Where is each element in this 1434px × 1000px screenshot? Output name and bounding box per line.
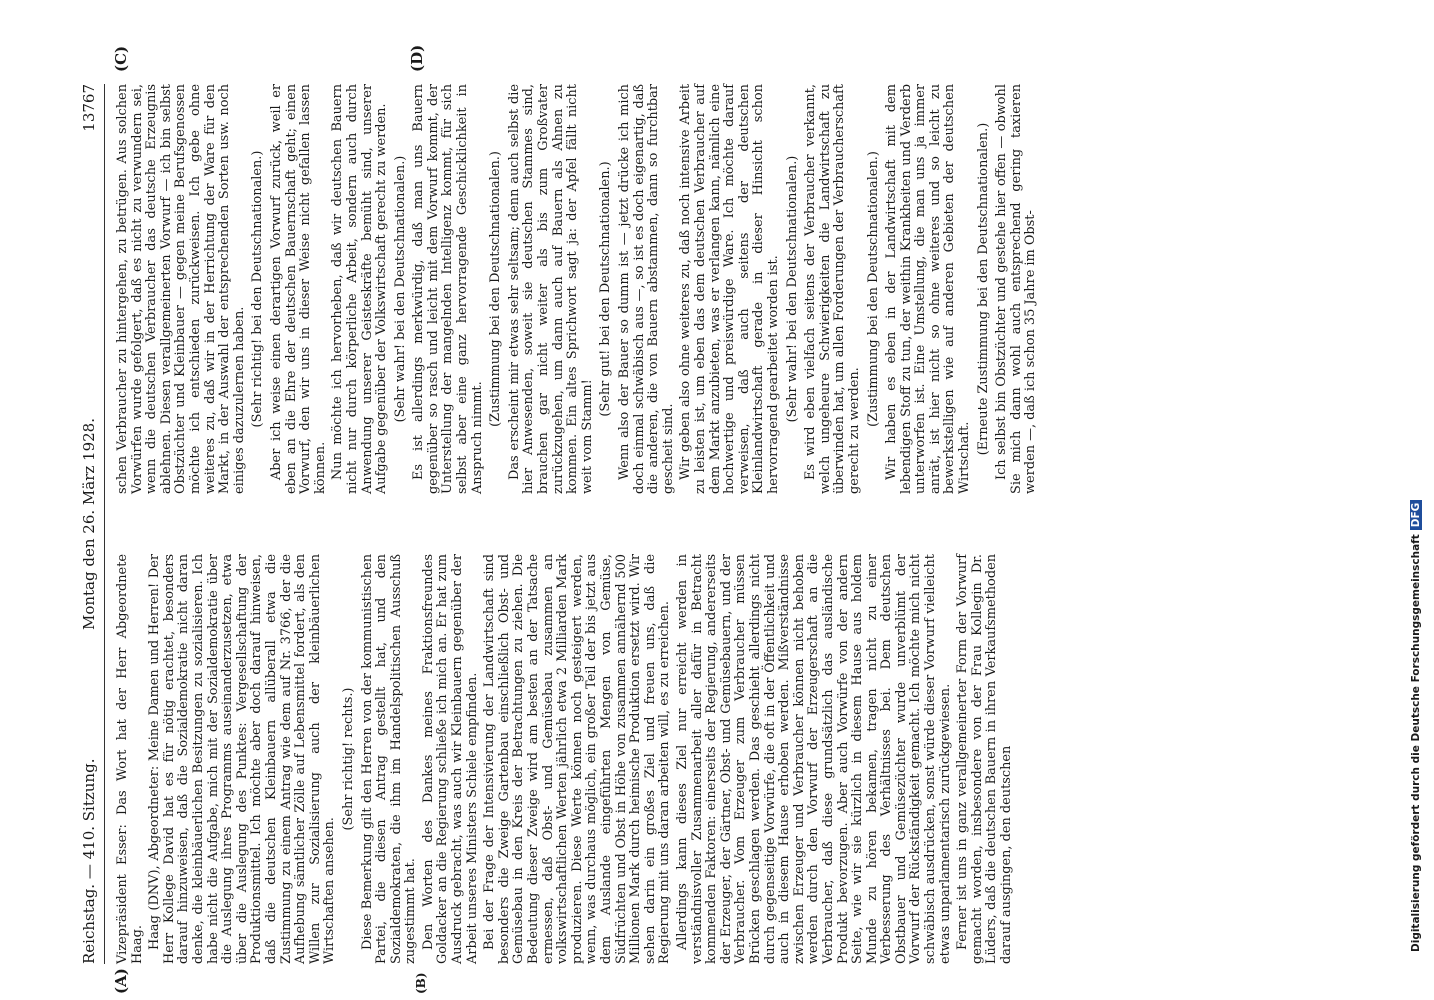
paragraph: Haag (DNV), Abgeordneter: Meine Damen und Herren! Der Herr Kollege David hat es für nötig erachtet, besonders darauf hinzuweisen, daß die Sozialdemokratie nicht daran denke, die kleinbäuerlichen Besitzungen zu sozialisieren. Ich habe nicht die Aufgabe, mich mit der Sozialdemokratie über die Auslegung ihres Programms auseinanderzusetzen, etwa über die Auslegung des Punktes: Vergesellschaftung der Produktionsmittel. Ich möchte aber doch darauf hinweisen, daß die deutschen Kleinbauern allüberall etwa die Zustimmung zu einem Antrag wie dem auf Nr. 3766, der die Aufhebung sämtlicher Zölle auf Lebensmittel fordert, als den Willen zur Sozialisierung auch der kleinbäuerlichen Wirtschaften ansehen. — [147, 554, 338, 964]
interjection: (Erneute Zustimmung bei den Deutschnationalen.) — [975, 122, 991, 456]
paragraph: Den Worten des Dankes meines Fraktionsfreundes Goldacker an die Regierung schließe ich mich an. Er hat zum Ausdruck gebracht, was auch wir Kleinbauern gegenüber der Arbeit unseres Ministers Schiele empfinden. — [420, 554, 480, 964]
interjection: (Sehr wahr! bei den Deutschnationalen.) — [392, 155, 408, 423]
paragraph: Vizepräsident Esser: Das Wort hat der Herr Abgeordnete Haag. — [115, 554, 145, 964]
paragraph: Diese Bemerkung gilt den Herren von der kommunistischen Partei, die diesen Antrag gestellt hat, und den Sozialdemokraten, die ihm im Handelspolitischen Ausschuß zugestimmt hat. — [359, 554, 419, 964]
paragraph: Wenn also der Bauer so dumm ist — jetzt drücke ich mich doch einmal schwäbisch aus —, so ist es doch eigenartig, daß die anderen, die von Bauern abstammen, dann so furchtbar gescheit sind. — [617, 84, 676, 494]
page-header — [78, 84, 105, 964]
header-date: Montag den 26. März 1928. — [80, 418, 98, 631]
paragraph: Wir haben es eben in der Landwirtschaft mit dem lebendigen Stoff zu tun, der weithin Krankheiten und Verderb unterworfen ist. Eine Umstellung, die man uns ja immer anrät, ist hier nicht so ohne weiteres und so leicht zu bewerkstelligen wie auf anderen Gebieten der deutschen Wirtschaft. — [884, 84, 973, 494]
margin-marker-c: (C) — [112, 45, 130, 72]
margin-marker-b: (B) — [414, 972, 428, 994]
dfg-logo: DFG — [1410, 500, 1422, 531]
interjection: (Sehr richtig! bei den Deutschnationalen.) — [250, 150, 266, 428]
paragraph: Es wird eben vielfach seitens der Verbraucher verkannt, welch ungeheure Schwierigkeiten die Landwirtschaft zu überwinden hat, um allen Forderungen der Verbraucherschaft gerecht zu werden. — [803, 84, 862, 494]
paragraph: Ich selbst bin Obstzüchter und gestehe hier offen — obwohl Sie mich dann wohl auch entsprechend gering taxieren werden —, daß ich schon 35 Jahre im Obst- — [994, 84, 1039, 494]
rotated-page — [78, 44, 1039, 994]
paragraph: Das erscheint mir etwas sehr seltsam; denn auch selbst die hier Anwesenden, soweit sie deutschen Stammes sind, brauchen gar nicht weiter als bis zum Großvater zurückzugehen, um dann auch auf Bauern als Ahnen zu kommen. Ein altes Sprichwort sagt ja: der Apfel fällt nicht weit vom Stamm! — [506, 84, 595, 494]
interjection: (Sehr richtig! rechts.) — [340, 687, 356, 831]
page-number: 13767 — [80, 84, 98, 132]
paragraph: Allerdings kann dieses Ziel nur erreicht werden in verständnisvoller Zusammenarbeit aller dafür in Betracht kommenden Faktoren: einerseits der Regierung, andererseits der Erzeuger, der Gärtner, Obst- und Gemüsebauern, und der Verbraucher. Vom Erzeuger zum Verbraucher müssen Brücken geschlagen werden. Das geschieht allerdings nicht durch gegenseitige Vorwürfe, die oft in der Öffentlichkeit und auch in diesem Hause erhoben werden. Mißverständnisse zwischen Erzeuger und Verbraucher können nicht behoben werden durch den Vorwurf der Erzeugerschaft an die Verbraucher, daß diese grundsätzlich das ausländische Produkt bevorzugen. Aber auch Vorwürfe von der andern Seite, wie wir sie kürzlich in diesem Hause aus holdem Munde zu hören bekamen, tragen nicht zu einer Verbesserung des Verhältnisses bei. Dem deutschen Obstbauer und Gemüsezüchter wurde unverblümt der Vorwurf der Rückständigkeit gemacht. Ich möchte mich nicht schwäbisch ausdrücken, sonst würde dieser Vorwurf vielleicht etwas unparlamentarisch zurückgewiesen. — [674, 554, 953, 964]
dfg-credit-text: Digitalisierung gefördert durch die Deutsche Forschungsgemeinschaft — [1410, 534, 1422, 952]
paragraph: Ferner ist uns in ganz verallgemeinerter Form der Vorwurf gemacht worden, insbesondere von der Frau Kollegin Dr. Lüders, daß die deutschen Bauern in ihren Verkaufsmethoden darauf ausgingen, den deutschen — [955, 554, 1015, 964]
paragraph: Nun möchte ich hervorheben, daß wir deutschen Bauern nicht nur durch körperliche Arbeit, sondern auch durch Anwendung unserer Geisteskräfte bemüht sind, unserer Aufgabe gegenüber der Volkswirtschaft gerecht zu werden. — [330, 84, 390, 494]
paragraph: Aber ich weise einen derartigen Vorwurf zurück, weil er eben an die Ehre der deutschen Bauernschaft geht; einen Vorwurf, den wir uns in dieser Weise nicht gefallen lassen können. — [268, 84, 328, 494]
interjection: (Zustimmung bei den Deutschnationalen.) — [865, 151, 881, 427]
paragraph: Bei der Frage der Intensivierung der Landwirtschaft sind besonders die Zweige Gartenbau einschließlich Obst- und Gemüsebau in den Kreis der Betrachtungen zu ziehen. Die Bedeutung dieser Zweige wird am besten an der Tatsache ermessen, daß Obst- und Gemüsebau zusammen an volkswirtschaftlichen Werten jährlich etwa 2 Milliarden Mark produzieren. Diese Werte können noch gesteigert werden, wenn, was durchaus möglich, ein großer Teil der bis jetzt aus dem Auslande eingeführten Mengen von Gemüse, Südfrüchten und Obst in Höhe von zusammen annähernd 500 Millionen Mark durch heimische Produktion ersetzt wird. Wir sehen darin ein großes Ziel und freuen uns, daß die Regierung mit uns daran arbeiten will, es zu erreichen. — [482, 554, 673, 964]
interjection: (Sehr gut! bei den Deutschnationalen.) — [598, 161, 614, 417]
header-session: Reichstag. — 410. Sitzung. — [80, 758, 98, 964]
paragraph: Wir geben also ohne weiteres zu, daß noch intensive Arbeit zu leisten ist, um eben das dem deutschen Verbraucher auf dem Markt anzubieten, was er verlangen kann, nämlich eine hochwertige und preiswürdige Ware. Ich möchte darauf verweisen, daß auch seitens der deutschen Kleinlandwirtschaft gerade in dieser Hinsicht schon hervorragend gearbeitet worden ist. — [678, 84, 781, 494]
interjection: (Zustimmung bei den Deutschnationalen.) — [488, 151, 504, 427]
right-column — [115, 84, 1039, 494]
margin-marker-d: (D) — [408, 44, 426, 72]
dfg-credit — [1410, 12, 1428, 952]
left-column — [115, 554, 1015, 964]
paragraph: schen Verbraucher zu hintergehen, zu betrügen. Aus solchen Vorwürfen wurde gefolgert, daß es nicht zu verwundern sei, wenn die deutschen Verbraucher das deutsche Erzeugnis ablehnen. Diesen verallgemeinerten Vorwurf — ich bin selbst Obstzüchter und Kleinbauer — gegen meine Berufsgenossen möchte ich entschieden zurückweisen. Ich gebe ohne weiteres zu, daß wir in der Herrichtung der Ware für den Markt, in der Auswahl der entsprechenden Sorten usw. noch einiges dazuzulernen haben. — [115, 84, 247, 494]
paragraph: Es ist allerdings merkwürdig, daß man uns Bauern gegenüber so rasch und leicht mit dem Vorwurf kommt, der Unterstellung der mangelnden Intelligenz kommt, für sich selbst aber eine ganz hervorragende Geschicklichkeit in Anspruch nimmt. — [411, 84, 485, 494]
margin-marker-a: (A) — [112, 968, 130, 994]
interjection: (Sehr wahr! bei den Deutschnationalen.) — [784, 155, 800, 423]
